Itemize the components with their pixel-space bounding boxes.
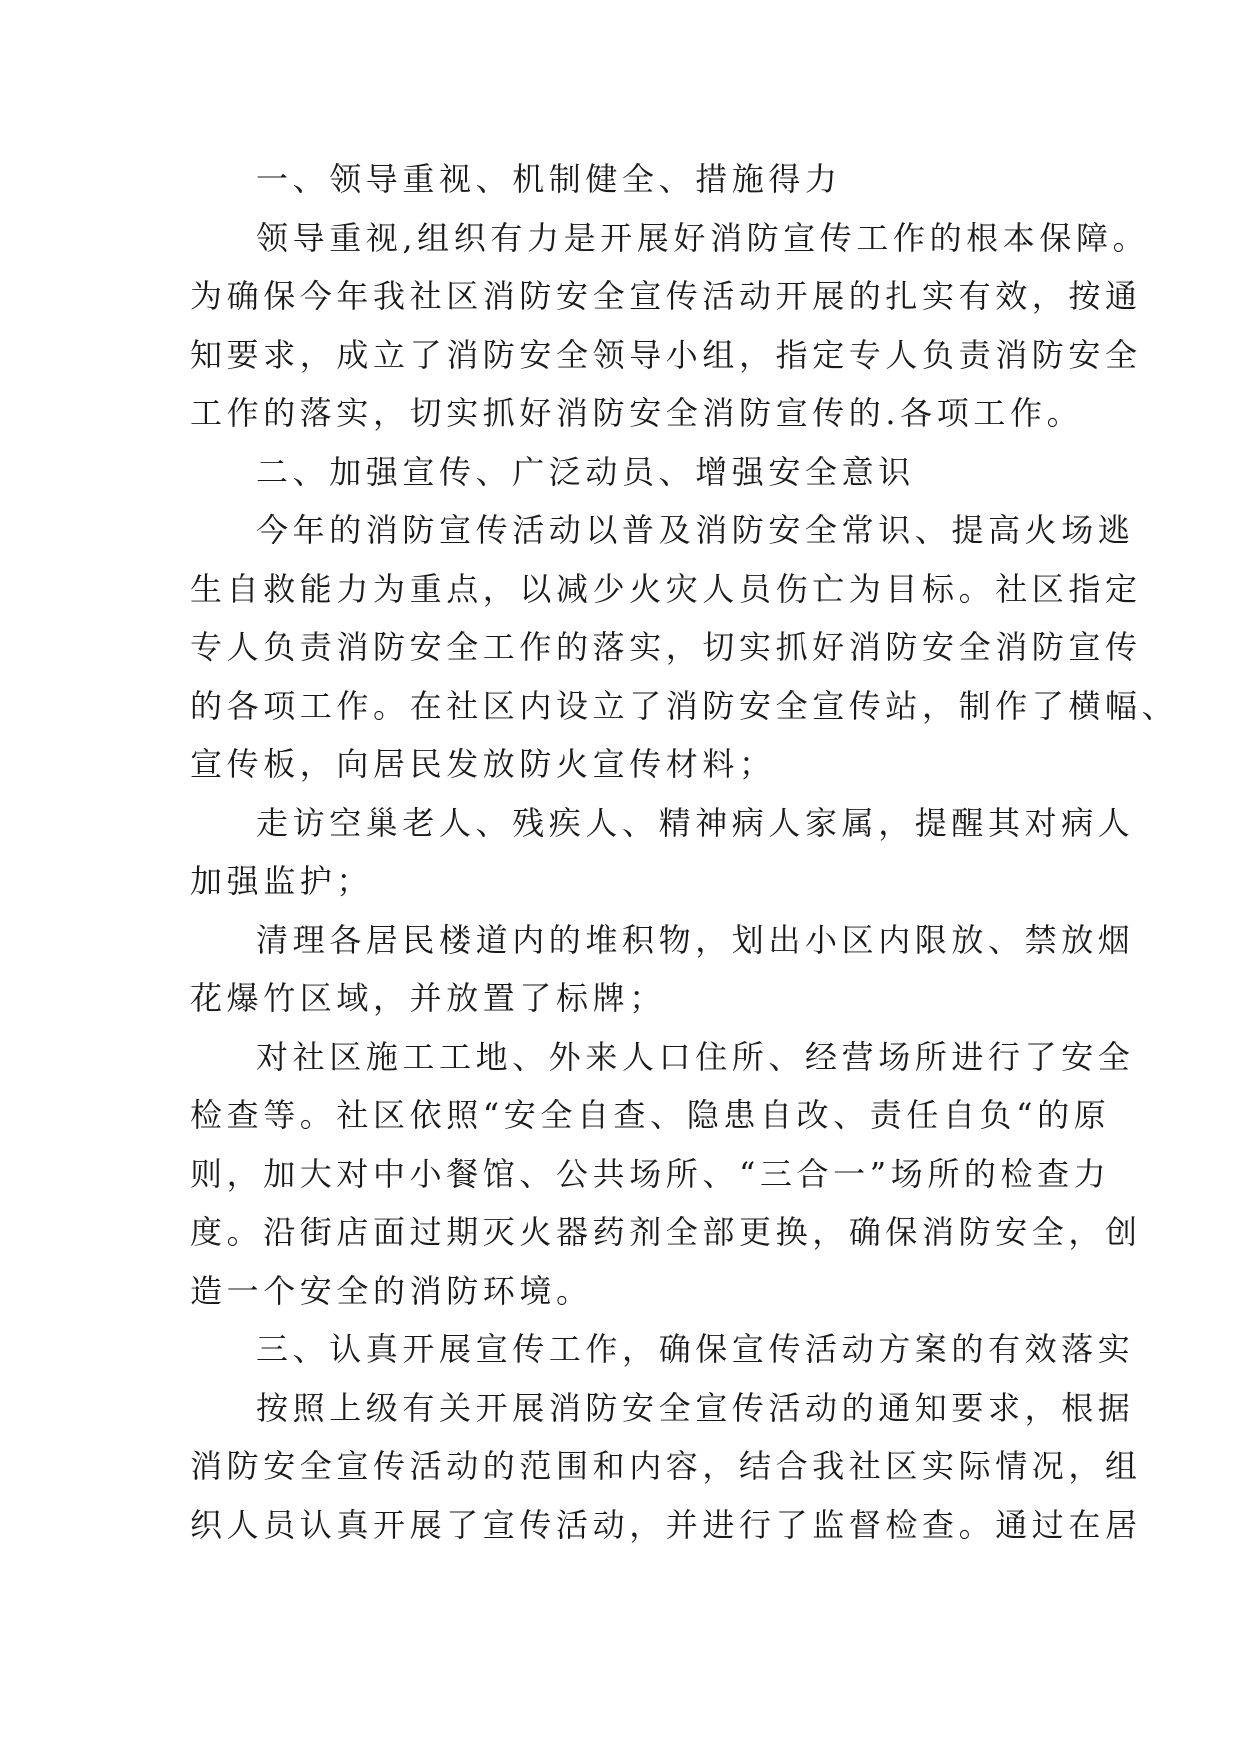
paragraph-line: 今年的消防宣传活动以普及消防安全常识、提高火场逃 xyxy=(256,511,1135,549)
paragraph-line: 织人员认真开展了宣传活动，并进行了监督检查。通过在居 xyxy=(190,1505,1142,1544)
paragraph-line: 领导重视,组织有力是开展好消防宣传工作的根本保障。 xyxy=(256,218,1150,257)
paragraph-line: 对社区施工工地、外来人口住所、经营场所进行了安全 xyxy=(256,1037,1135,1076)
document-page xyxy=(190,150,1179,1554)
paragraph-line: 清理各居民楼道内的堆积物，划出小区内限放、禁放烟 xyxy=(256,920,1135,959)
paragraph-line: 度。沿街店面过期灭火器药剂全部更换，确保消防安全，创 xyxy=(190,1213,1142,1251)
heading-section-3: 三、认真开展宣传工作，确保宣传活动方案的有效落实 xyxy=(256,1330,1135,1368)
paragraph-line: 消防安全宣传活动的范围和内容，结合我社区实际情况，组 xyxy=(190,1447,1142,1485)
paragraph-line: 造一个安全的消防环境。 xyxy=(190,1271,593,1310)
heading-section-1: 一、领导重视、机制健全、措施得力 xyxy=(256,160,842,198)
paragraph-line: 按照上级有关开展消防安全宣传活动的通知要求，根据 xyxy=(256,1388,1135,1427)
paragraph-line: 专人负责消防安全工作的落实，切实抓好消防安全消防宣传 xyxy=(190,628,1142,666)
paragraph-line: 则，加大对中小餐馆、公共场所、“三合一”场所的检查力 xyxy=(190,1154,1111,1193)
paragraph-line: 检查等。社区依照“安全自查、隐患自改、责任自负“的原 xyxy=(190,1096,1111,1134)
paragraph-line: 加强监护； xyxy=(190,862,374,900)
paragraph-line: 花爆竹区域，并放置了标牌； xyxy=(190,979,666,1017)
paragraph-line: 的各项工作。在社区内设立了消防安全宣传站，制作了横幅、 xyxy=(190,686,1179,725)
paragraph-line: 走访空巢老人、残疾人、精神病人家属，提醒其对病人 xyxy=(256,803,1135,842)
heading-section-2: 二、加强宣传、广泛动员、增强安全意识 xyxy=(256,452,915,491)
paragraph-line: 宣传板，向居民发放防火宣传材料； xyxy=(190,745,776,783)
paragraph-line: 为确保今年我社区消防安全宣传活动开展的扎实有效，按通 xyxy=(190,277,1142,315)
paragraph-line: 生自救能力为重点，以减少火灾人员伤亡为目标。社区指定 xyxy=(190,569,1142,608)
paragraph-line: 工作的落实，切实抓好消防安全消防宣传的.各项工作。 xyxy=(190,394,1084,432)
paragraph-line: 知要求，成立了消防安全领导小组，指定专人负责消防安全 xyxy=(190,335,1142,374)
